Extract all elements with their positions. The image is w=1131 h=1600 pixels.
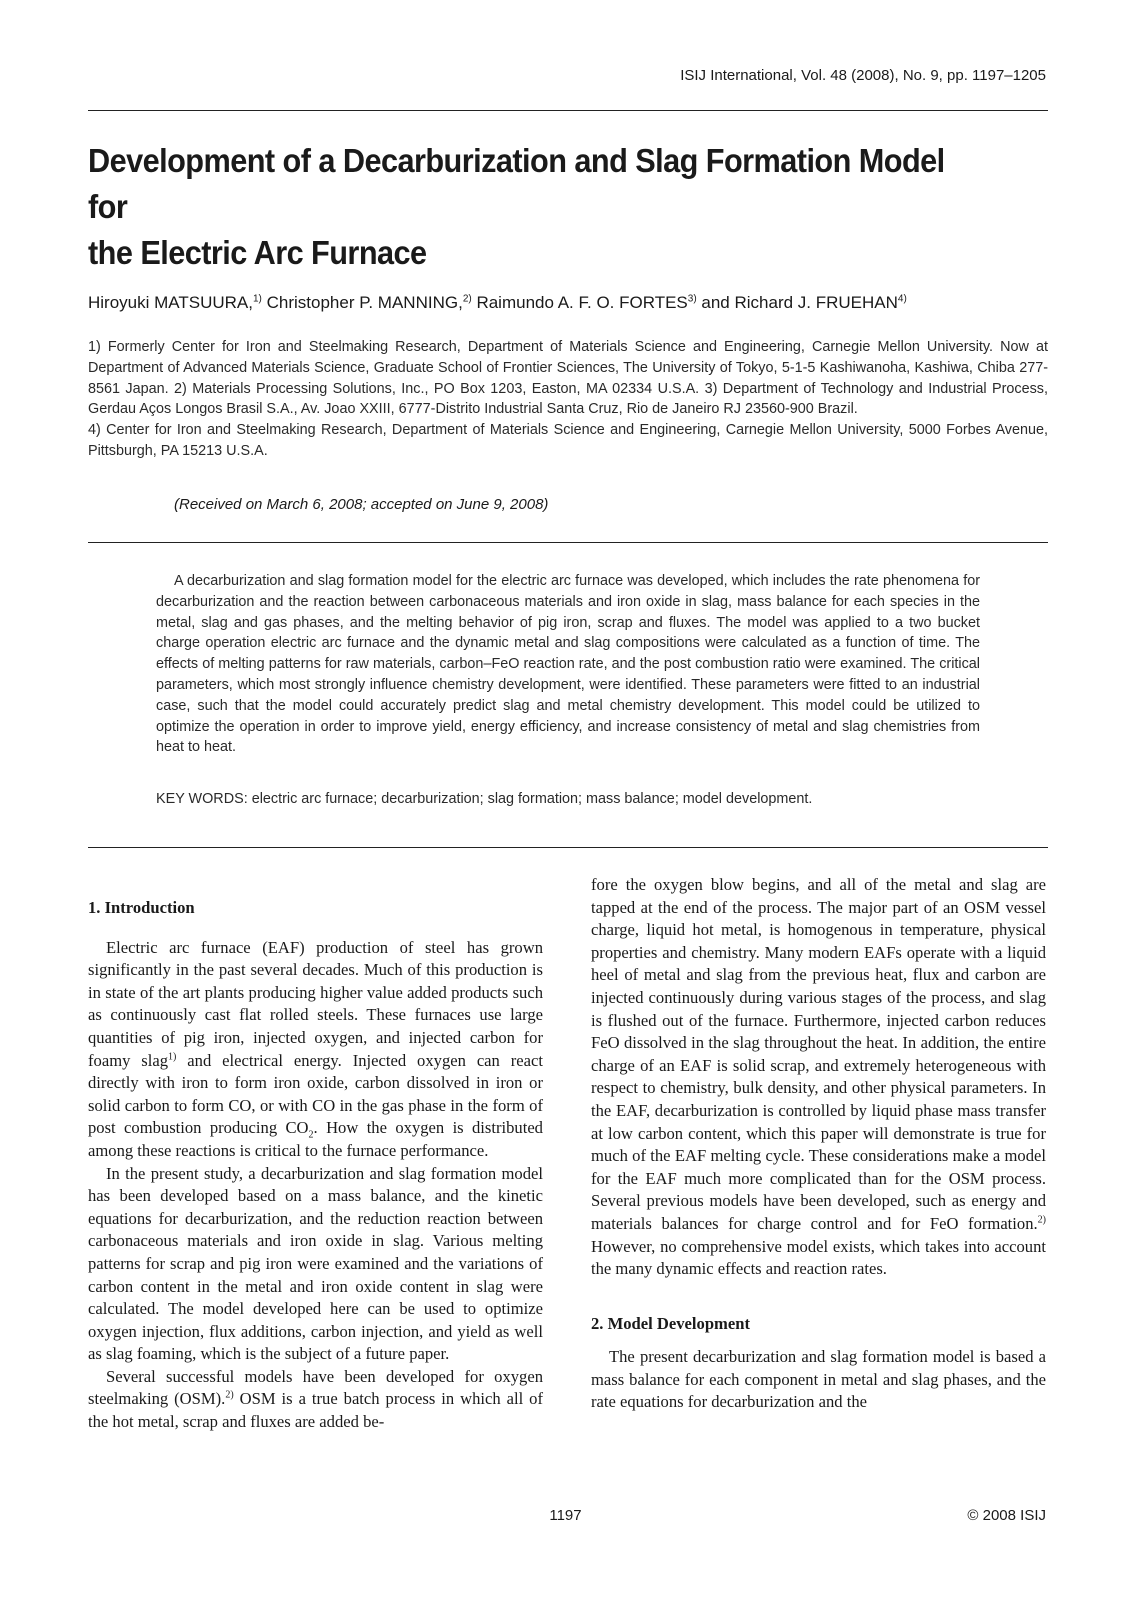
paper-title (88, 138, 981, 276)
body-paragraph (88, 1366, 543, 1434)
section-heading-model-development: 2. Model Development (591, 1313, 750, 1333)
affiliation-paragraph: 1) Formerly Center for Iron and Steelmaking Research, Department of Materials Science and Engineering, Carnegie Mellon University. Now at Department of Advanced Materials Science, Graduate School of Frontier Sciences, The University of Tokyo, 5-1-5 Kashiwanoha, Kashiwa, Chiba 277-8561 Japan. 2) Materials Processing Solutions, Inc., PO Box 1203, Easton, MA 02334 U.S.A. 3) Department of Technology and Industrial Process, Gerdau Aços Longos Brasil S.A., Av. Joao XXIII, 6777-Distrito Industrial Santa Cruz, Rio de Janeiro RJ 23560-900 Brazil. (88, 339, 1048, 418)
author-name: Hiroyuki MATSUURA, (88, 293, 253, 312)
abstract-text: A decarburization and slag formation model for the electric arc furnace was developed, which includes the rate phenomena for decarburization and the reaction between carbonaceous materials and iron oxide in slag, mass balance for each species in the metal, slag and gas phases, and the melting behavior of pig iron, scrap and fluxes. The model was applied to a two bucket charge operation electric arc furnace and the dynamic metal and slag compositions were calculated as a function of time. The effects of melting patterns for raw materials, carbon–FeO reaction rate, and the post combustion ratio were examined. The critical parameters, which most strongly influence chemistry development, were identified. These parameters were fitted to an industrial case, such that the model could accurately predict slag and metal chemistry development. This model could be utilized to optimize the operation in order to improve yield, energy efficiency, and increase consistency of metal and slag chemistries from heat to heat. (156, 573, 980, 756)
reference-marker: 1) (168, 1051, 177, 1063)
body-text: . How the oxygen is distributed among these reactions is critical to the furnace performance. (88, 1118, 543, 1160)
affiliation-marker: 2) (462, 293, 472, 305)
affiliation-marker: 3) (687, 293, 697, 305)
author-name: Christopher P. MANNING, (261, 293, 463, 312)
section-heading-introduction: 1. Introduction (88, 898, 195, 917)
body-paragraph (591, 874, 1046, 1281)
body-paragraph: In the present study, a decarburization and slag formation model has been developed based on a mass balance, and the kinetic equations for decarburization, and the reduction reaction between carbonaceous materials and iron oxide in slag. Various melting patterns for scrap and pig iron were examined and the variations of carbon content in the metal and iron oxide content in slag were calculated. The model developed here can be used to optimize oxygen injection, flux additions, carbon injection, and yield as well as slag foaming, which is the subject of a future paper. (88, 1163, 543, 1364)
author-list (88, 293, 1068, 313)
author-name: Raimundo A. F. O. FORTES (471, 293, 688, 312)
reference-marker: 2) (1037, 1214, 1046, 1226)
author-name: and Richard J. FRUEHAN (696, 293, 898, 312)
left-column (88, 897, 543, 1434)
affiliation-paragraph: 4) Center for Iron and Steelmaking Research, Department of Materials Science and Engineering, Carnegie Mellon University, 5000 Forbes Avenue, Pittsburgh, PA 15213 U.S.A. (88, 422, 1048, 459)
body-text: Several successful models have been developed for oxygen steelmaking (OSM). (88, 1366, 543, 1409)
body-paragraph: The present decarburization and slag formation model is based a mass balance for each component in metal and slag phases, and the rate equations for decarburization and the (591, 1347, 1046, 1412)
body-text: However, no comprehensive model exists, which takes into account the many dynamic effects and reaction rates. (591, 1236, 1046, 1279)
received-dates: (Received on March 6, 2008; accepted on June 9, 2008) (174, 496, 549, 513)
journal-reference: ISIJ International, Vol. 48 (2008), No. 9, pp. 1197–1205 (680, 67, 1046, 84)
affiliation-marker: 1) (252, 293, 262, 305)
body-text: Electric arc furnace (EAF) production of steel has grown significantly in the past several decades. Much of this production is in state of the art plants producing higher value added products such as continuously cast flat rolled steels. These furnaces use large quantities of pig iron, injected oxygen, and injected carbon for foamy slag (88, 937, 543, 1070)
affiliation-marker: 4) (897, 293, 907, 305)
body-paragraph (88, 937, 543, 1163)
abstract (156, 571, 980, 758)
keywords: KEY WORDS: electric arc furnace; decarburization; slag formation; mass balance; model development. (156, 791, 813, 807)
abstract-bottom-rule (88, 847, 1048, 848)
title-line-1: Development of a Decarburization and Slag Formation Model for (88, 142, 945, 225)
subscript: 2 (308, 1129, 314, 1141)
affiliations (88, 337, 1048, 462)
body-text: and electrical energy. Injected oxygen can react directly with iron to form iron oxide, carbon dissolved in iron or solid carbon to form CO, or with CO in the gas phase in the form of post combustion producing CO (88, 1050, 543, 1138)
copyright: © 2008 ISIJ (967, 1507, 1046, 1524)
body-text: OSM is a true batch process in which all of the hot metal, scrap and fluxes are added be- (88, 1389, 544, 1432)
body-text: fore the oxygen blow begins, and all of the metal and slag are tapped at the end of the process. The major part of an OSM vessel charge, liquid hot metal, is homogenous in temperature, physical properties and chemistry. Many modern EAFs operate with a liquid heel of metal and slag from the previous heat, flux and carbon are injected continuously during various stages of the process, and slag is flushed out of the furnace. Furthermore, injected carbon reduces FeO dissolved in the slag throughout the heat. In addition, the entire charge of an EAF is solid scrap, and extremely heterogeneous with respect to chemistry, bulk density, and other physical parameters. In the EAF, decarburization is controlled by liquid phase mass transfer at low carbon content, which this paper will demonstrate is true for much of the EAF melting cycle. These considerations make a model for the EAF much more complicated than for the OSM process. Several previous models have been developed, such as energy and materials balances for charge control and for FeO formation. (591, 875, 1046, 1233)
title-line-2: the Electric Arc Furnace (88, 234, 427, 271)
header-rule (88, 110, 1048, 111)
right-column (591, 874, 1046, 1414)
reference-marker: 2) (225, 1389, 234, 1401)
page-number: 1197 (549, 1507, 582, 1524)
abstract-top-rule (88, 542, 1048, 543)
